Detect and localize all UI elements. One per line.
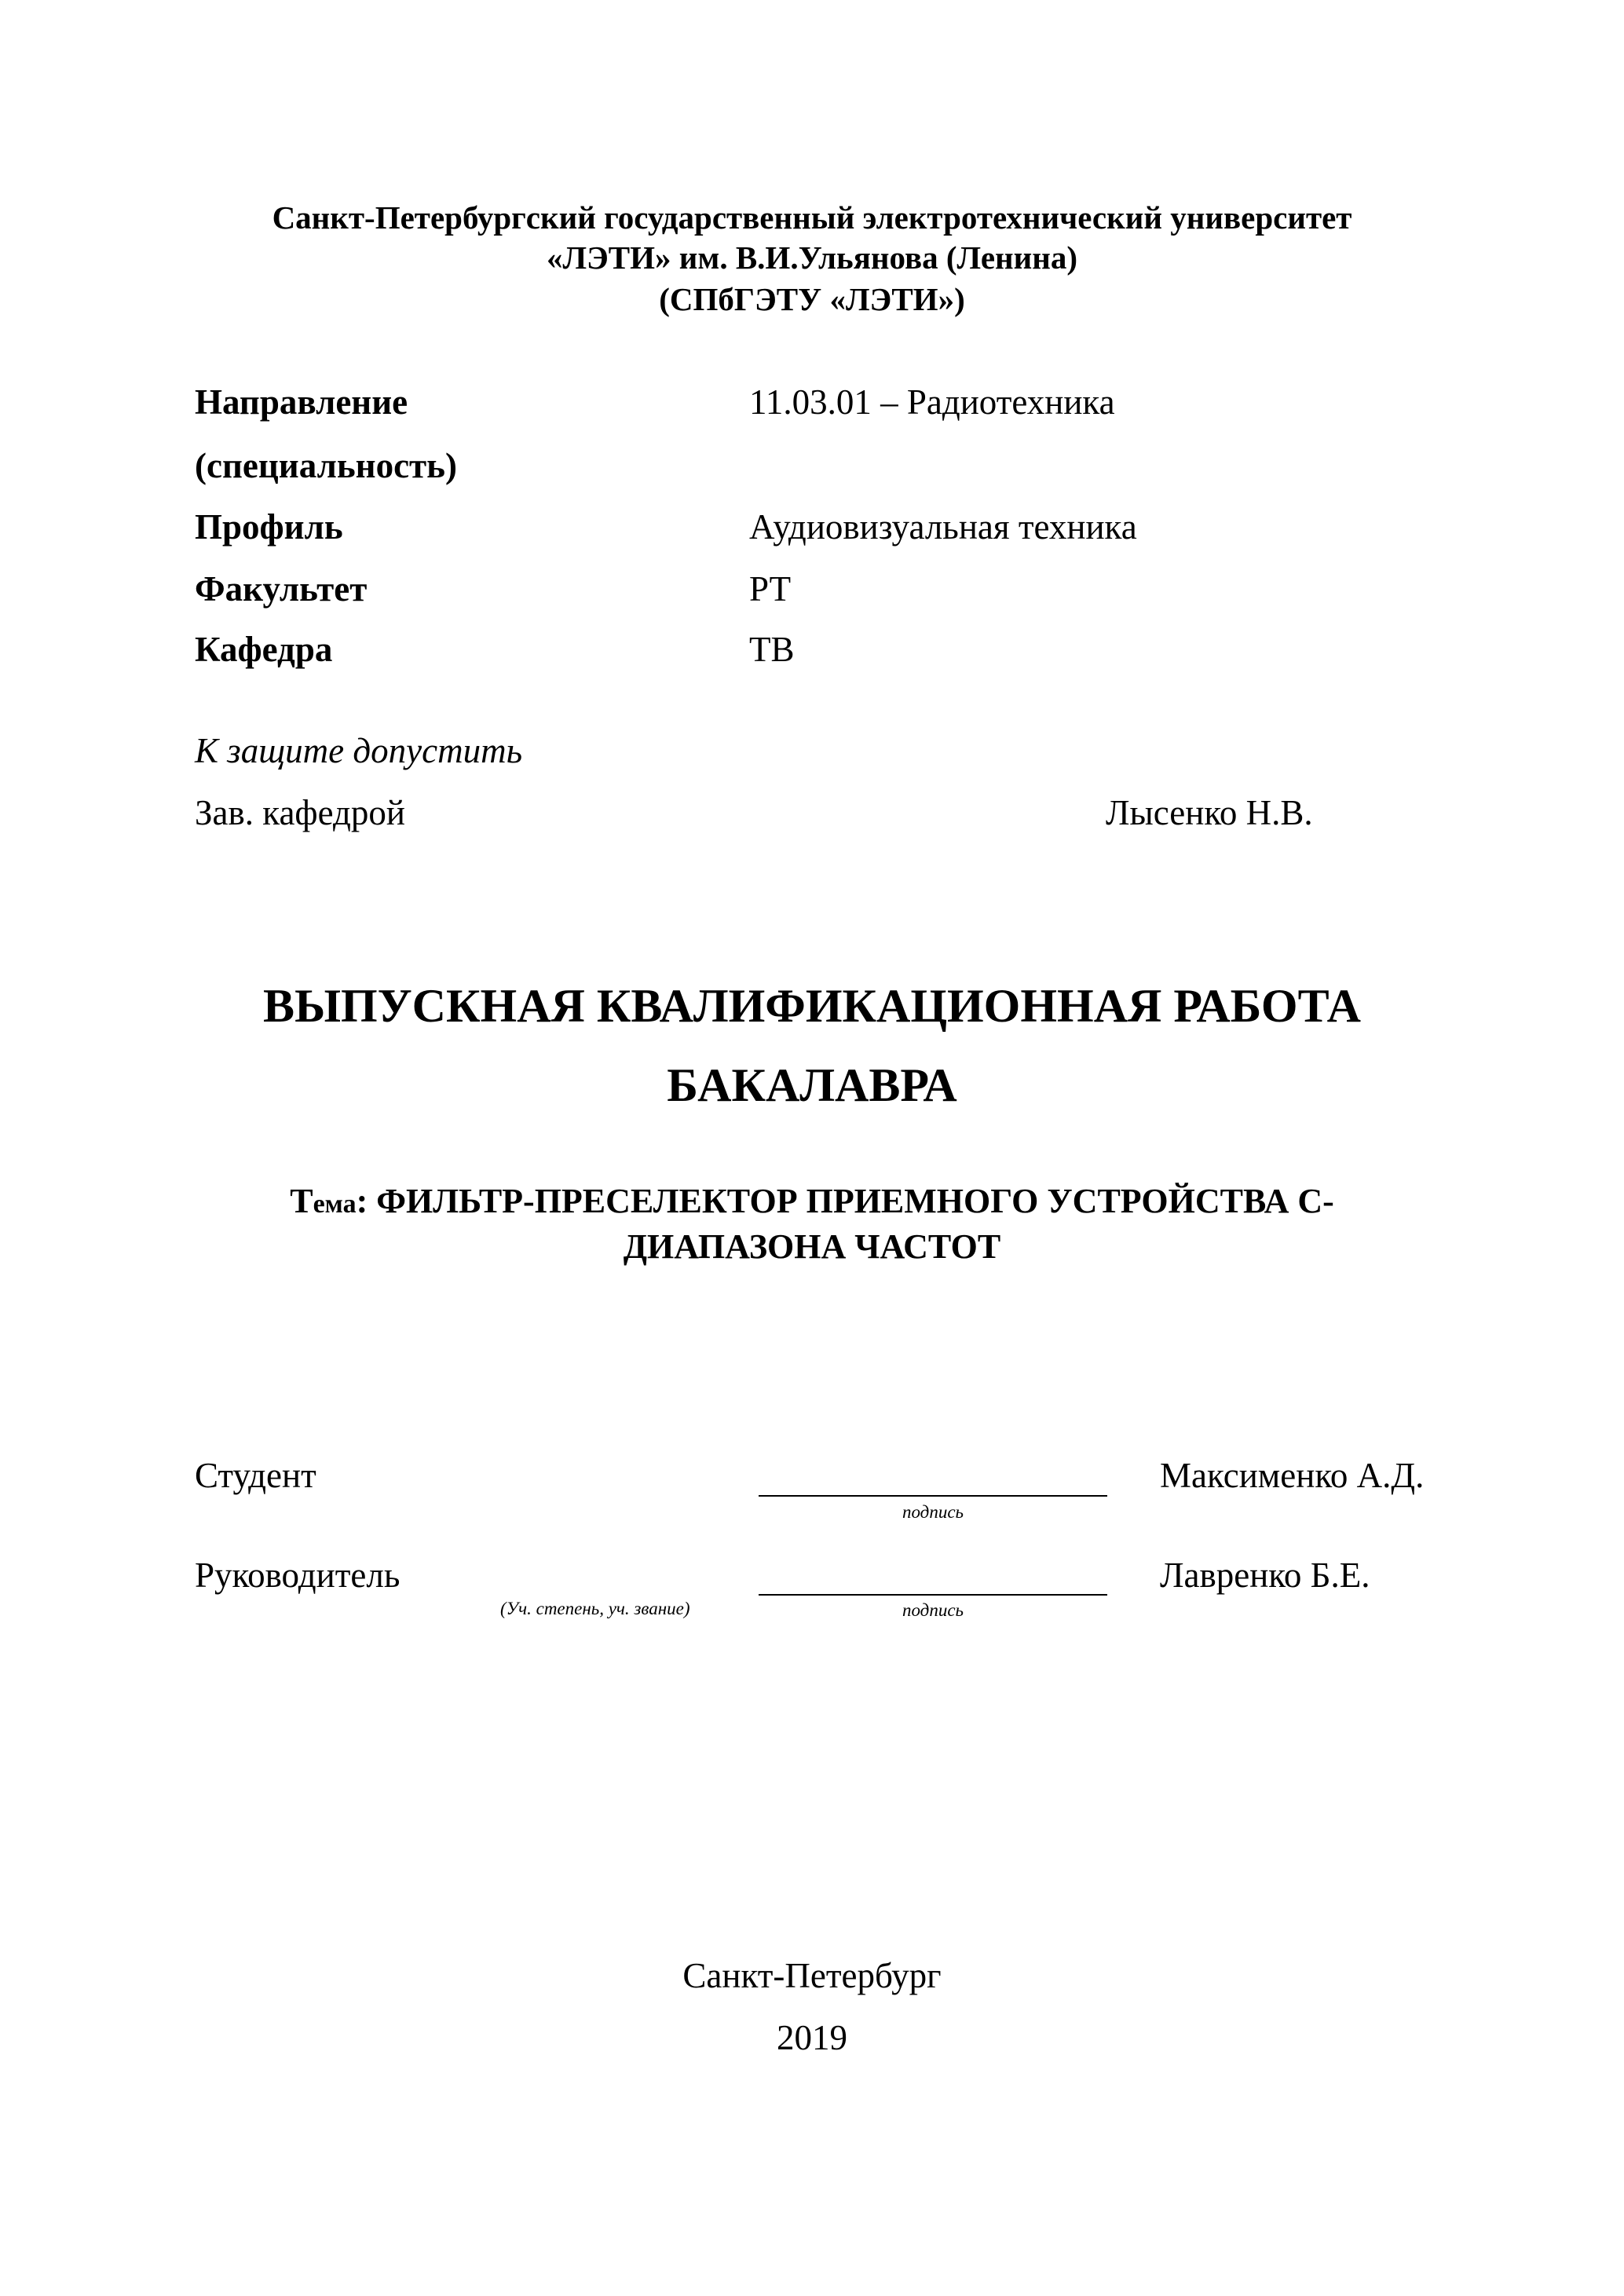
supervisor-role: Руководитель (195, 1556, 401, 1595)
university-abbreviation: (СПбГЭТУ «ЛЭТИ») (659, 281, 965, 317)
topic-colon: : (356, 1182, 368, 1220)
topic-prefix-rest: ема (313, 1190, 357, 1219)
student-role: Студент (195, 1456, 316, 1495)
info-value-department: ТВ (749, 630, 795, 669)
footer-year: 2019 (777, 2018, 847, 2057)
supervisor-degree-caption: (Уч. степень, уч. звание) (500, 1599, 690, 1618)
supervisor-name: Лавренко Б.Е. (1160, 1556, 1370, 1595)
info-value-faculty: РТ (749, 569, 792, 609)
topic-line2: ДИАПАЗОНА ЧАСТОТ (623, 1227, 1001, 1266)
info-label-department: Кафедра (195, 630, 333, 669)
info-value-direction: 11.03.01 – Радиотехника (749, 382, 1115, 422)
work-title-line2: БАКАЛАВРА (667, 1059, 957, 1111)
approval-name: Лысенко Н.В. (1106, 793, 1313, 832)
work-title-line1: ВЫПУСКНАЯ КВАЛИФИКАЦИОННАЯ РАБОТА (263, 980, 1361, 1032)
student-name: Максименко А.Д. (1160, 1456, 1425, 1495)
topic-prefix-first: Т (290, 1182, 313, 1220)
university-name: Санкт-Петербургский государственный электротехнический университет (272, 199, 1352, 236)
topic-text: ФИЛЬТР-ПРЕСЕЛЕКТОР ПРИЕМНОГО УСТРОЙСТВА С- (368, 1182, 1334, 1220)
info-label-specialty: (специальность) (195, 446, 457, 485)
supervisor-signature-line (759, 1594, 1107, 1596)
approval-note: К защите допустить (195, 731, 523, 770)
university-short-name: «ЛЭТИ» им. В.И.Ульянова (Ленина) (546, 239, 1078, 276)
approval-role: Зав. кафедрой (195, 793, 405, 832)
info-label-direction: Направление (195, 382, 408, 422)
info-label-profile: Профиль (195, 507, 343, 547)
topic-line1 (0, 1184, 1624, 1219)
supervisor-signature-caption: подпись (902, 1600, 964, 1620)
footer-city: Санкт-Петербург (682, 1956, 942, 1995)
student-signature-caption: подпись (902, 1502, 964, 1522)
info-value-profile: Аудиовизуальная техника (749, 507, 1137, 547)
info-label-faculty: Факультет (195, 569, 368, 609)
student-signature-line (759, 1495, 1107, 1497)
